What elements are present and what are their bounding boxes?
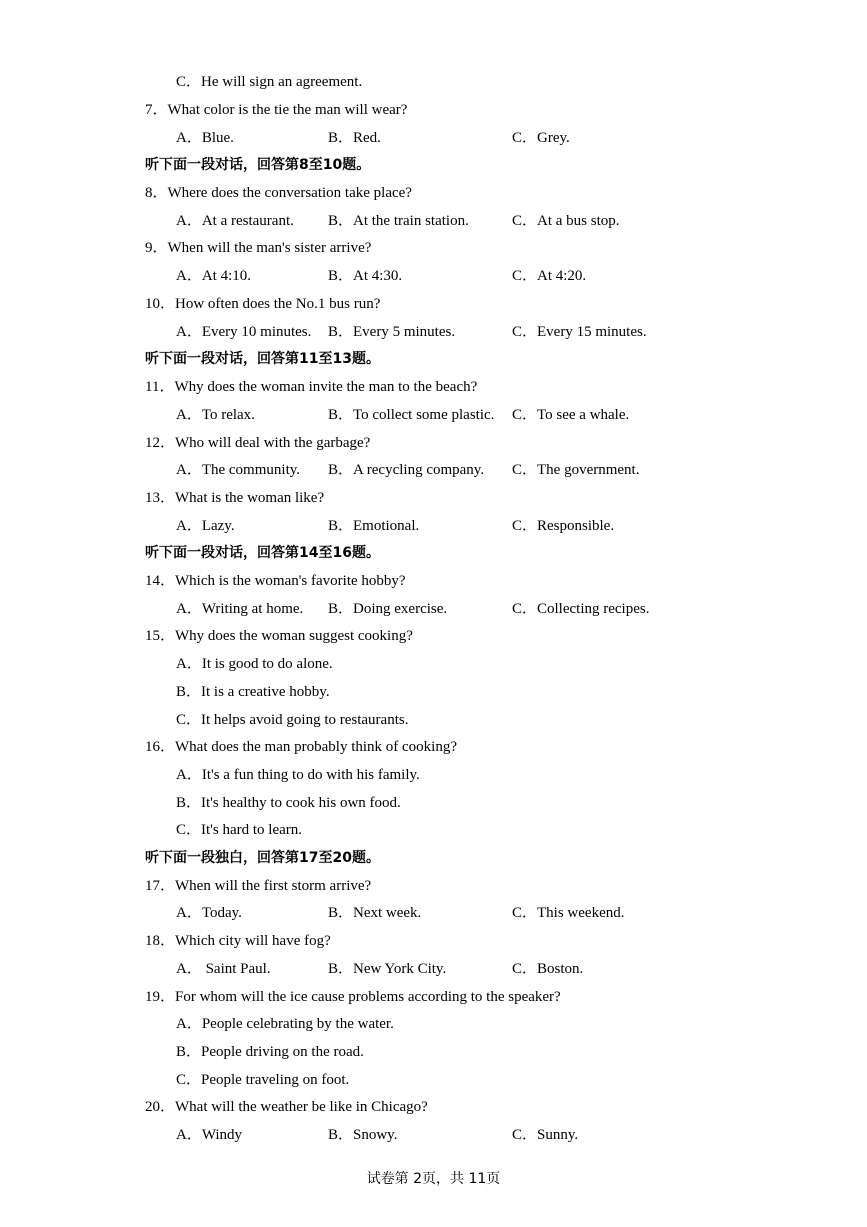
section-heading: 听下面一段对话，回答第8至10题。: [145, 157, 371, 173]
option-b: B．To collect some plastic.: [328, 407, 495, 423]
option-b: B．New York City.: [328, 961, 447, 977]
option-b: B．Snowy.: [328, 1127, 398, 1143]
option-c: C．To see a whale.: [512, 407, 630, 423]
option-a: A．Every 10 minutes.: [176, 324, 312, 340]
question-19-option-b: B．People driving on the road.: [176, 1044, 364, 1060]
question-7: 7．What color is the tie the man will wear?: [145, 102, 408, 118]
option-a: A． Saint Paul.: [176, 961, 271, 977]
option-b: B．Doing exercise.: [328, 601, 448, 617]
option-c: C．Boston.: [512, 961, 584, 977]
option-c: C．Grey.: [512, 130, 570, 146]
question-11: 11．Why does the woman invite the man to the beach?: [145, 379, 478, 395]
option-b: B．Every 5 minutes.: [328, 324, 456, 340]
question-16: 16．What does the man probably think of cooking?: [145, 739, 458, 755]
question-15-option-a: A．It is good to do alone.: [176, 656, 333, 672]
option-b: B．Red.: [328, 130, 381, 146]
option-a: A．Writing at home.: [176, 601, 304, 617]
option-b: B．Emotional.: [328, 518, 420, 534]
option-a: A．Today.: [176, 905, 242, 921]
question-19-option-a: A．People celebrating by the water.: [176, 1016, 394, 1032]
question-15-option-b: B．It is a creative hobby.: [176, 684, 330, 700]
option-a: A．At a restaurant.: [176, 213, 294, 229]
option-c: C．At 4:20.: [512, 268, 587, 284]
question-19-option-c: C．People traveling on foot.: [176, 1072, 350, 1088]
option-c: C．This weekend.: [512, 905, 625, 921]
question-16-option-a: A．It's a fun thing to do with his family.: [176, 767, 420, 783]
page-footer: 试卷第 2页，共 11页: [366, 1171, 501, 1187]
option-a: A．The community.: [176, 462, 301, 478]
question-19: 19．For whom will the ice cause problems according to the speaker?: [145, 989, 561, 1005]
question-17: 17．When will the first storm arrive?: [145, 878, 372, 894]
question-18: 18．Which city will have fog?: [145, 933, 331, 949]
option-b: B．Next week.: [328, 905, 422, 921]
section-heading: 听下面一段独白，回答第17至20题。: [145, 850, 380, 866]
question-9: 9．When will the man's sister arrive?: [145, 240, 372, 256]
option-a: A．At 4:10.: [176, 268, 252, 284]
option-c: C．The government.: [512, 462, 640, 478]
question-12: 12．Who will deal with the garbage?: [145, 435, 371, 451]
option-c: C．At a bus stop.: [512, 213, 620, 229]
section-heading: 听下面一段对话，回答第11至13题。: [145, 351, 380, 367]
question-16-option-b: B．It's healthy to cook his own food.: [176, 795, 401, 811]
question-20: 20．What will the weather be like in Chicago?: [145, 1099, 428, 1115]
question-10: 10．How often does the No.1 bus run?: [145, 296, 381, 312]
option-c: C．Collecting recipes.: [512, 601, 650, 617]
option-c: C．Sunny.: [512, 1127, 579, 1143]
question-16-option-c: C．It's hard to learn.: [176, 822, 303, 838]
option-b: B．At 4:30.: [328, 268, 403, 284]
option-line: C．He will sign an agreement.: [176, 74, 363, 90]
question-14: 14．Which is the woman's favorite hobby?: [145, 573, 406, 589]
option-b: B．A recycling company.: [328, 462, 485, 478]
option-c: C．Every 15 minutes.: [512, 324, 647, 340]
option-a: A．Windy: [176, 1127, 243, 1143]
question-15: 15．Why does the woman suggest cooking?: [145, 628, 413, 644]
option-a: A．Lazy.: [176, 518, 235, 534]
question-8: 8．Where does the conversation take place?: [145, 185, 412, 201]
option-a: A．Blue.: [176, 130, 234, 146]
option-c: C．Responsible.: [512, 518, 615, 534]
question-13: 13．What is the woman like?: [145, 490, 325, 506]
option-a: A．To relax.: [176, 407, 255, 423]
option-b: B．At the train station.: [328, 213, 469, 229]
question-15-option-c: C．It helps avoid going to restaurants.: [176, 712, 409, 728]
section-heading: 听下面一段对话，回答第14至16题。: [145, 545, 380, 561]
